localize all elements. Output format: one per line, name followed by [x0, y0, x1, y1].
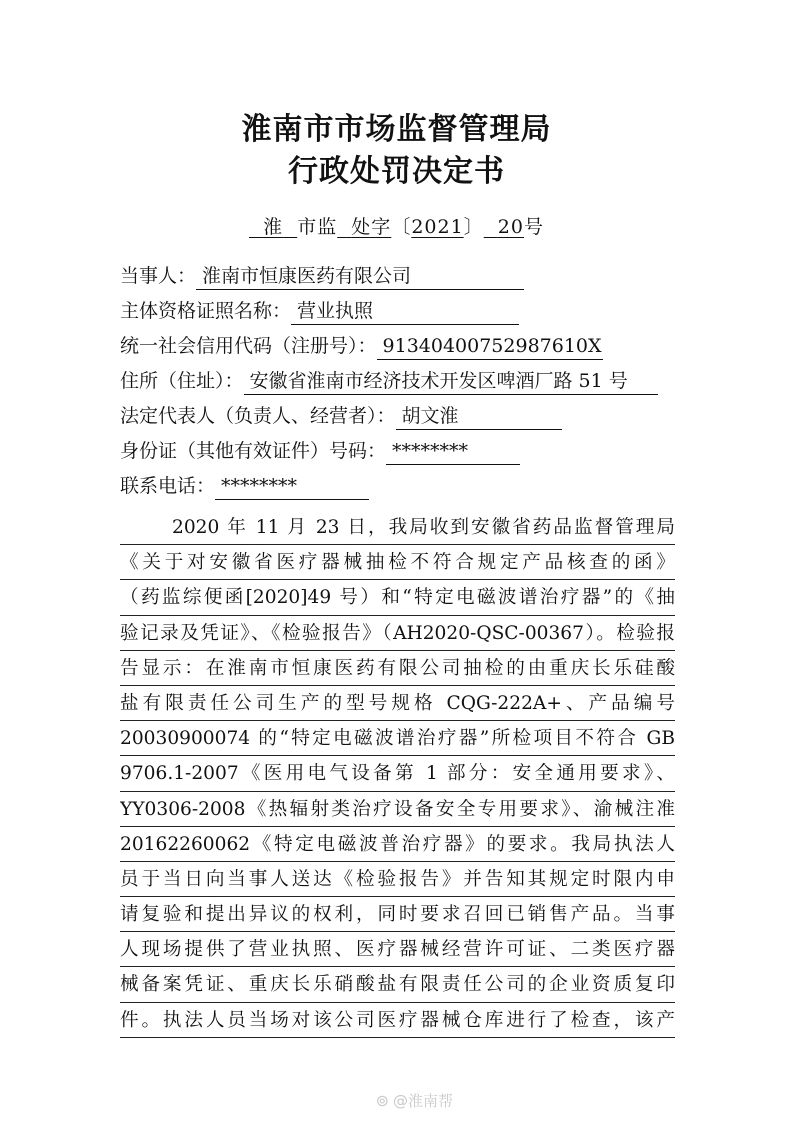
- field-value: 营业执照: [291, 298, 519, 325]
- field-party: [120, 262, 524, 290]
- case-description-paragraph: [120, 510, 675, 1038]
- doc-number-kind: 处字: [351, 216, 392, 238]
- paragraph-line: （药监综便函[2020]49 号）和“特定电磁波谱治疗器”的《抽: [120, 580, 675, 615]
- field-value: 淮南市恒康医药有限公司: [196, 263, 524, 290]
- paragraph-line: 人现场提供了营业执照、医疗器械经营许可证、二类医疗器: [120, 932, 675, 967]
- paragraph-line: 请复验和提出异议的权利，同时要求召回已销售产品。当事: [120, 897, 675, 932]
- doc-number-num: 20: [497, 216, 524, 238]
- paragraph-line: 2020 年 11 月 23 日，我局收到安徽省药品监督管理局: [120, 510, 675, 545]
- field-label: 联系电话：: [120, 475, 216, 497]
- field-value: 安徽省淮南市经济技术开发区啤酒厂路 51 号: [244, 368, 658, 395]
- paragraph-line: 件。执法人员当场对该公司医疗器械仓库进行了检查，该产: [120, 1003, 675, 1038]
- field-license-name: [120, 297, 519, 325]
- document-type-title: 行政处罚决定书: [288, 154, 505, 189]
- paragraph-line: 20030900074 的“特定电磁波谱治疗器”所检项目不符合 GB: [120, 721, 675, 756]
- doc-number-year: 2021: [411, 216, 464, 238]
- field-phone: [120, 472, 369, 500]
- paragraph-line: 9706.1-2007《医用电气设备第 1 部分：安全通用要求》、: [120, 756, 675, 791]
- weibo-watermark: [376, 1090, 453, 1111]
- field-value: 胡文淮: [396, 403, 562, 430]
- paragraph-line: 20162260062《特定电磁波普治疗器》的要求。我局执法人: [120, 827, 675, 862]
- doc-number-lbr: 〔: [391, 216, 412, 238]
- paragraph-line: 验记录及凭证》、《检验报告》（AH2020-QSC-00367）。检验报: [120, 616, 675, 651]
- field-label: 统一社会信用代码（注册号）：: [120, 335, 377, 357]
- doc-number-suffix: 号: [523, 216, 544, 238]
- field-label: 主体资格证照名称：: [120, 300, 292, 322]
- paragraph-line: 盐有限责任公司生产的型号规格 CQG-222A+、产品编号: [120, 686, 675, 721]
- field-label: 住所（住址）：: [120, 370, 244, 392]
- field-label: 当事人：: [120, 265, 197, 287]
- paragraph-line: 员于当日向当事人送达《检验报告》并告知其规定时限内申: [120, 862, 675, 897]
- field-label: 身份证（其他有效证件）号码：: [120, 440, 387, 462]
- field-value: ********: [386, 438, 520, 465]
- weibo-icon: ⊚: [375, 1091, 389, 1110]
- field-value: ********: [215, 473, 369, 500]
- paragraph-line: 械备案凭证、重庆长乐硝酸盐有限责任公司的企业资质复印: [120, 967, 675, 1002]
- paragraph-line: YY0306-2008《热辐射类治疗设备安全专用要求》、渝械注准: [120, 792, 675, 827]
- watermark-text: @淮南帮: [392, 1092, 453, 1110]
- paragraph-line: 《关于对安徽省医疗器械抽检不符合规定产品核查的函》: [120, 545, 675, 580]
- doc-number-city: 淮: [263, 216, 284, 238]
- document-number: [0, 212, 793, 239]
- paragraph-line: 告显示：在淮南市恒康医药有限公司抽检的由重庆长乐硅酸: [120, 651, 675, 686]
- field-address: [120, 367, 658, 395]
- field-label: 法定代表人（负责人、经营者）：: [120, 405, 396, 427]
- field-value: 91340400752987610X: [377, 333, 603, 360]
- doc-number-mid: 市监: [297, 216, 338, 238]
- field-credit-code: [120, 332, 603, 360]
- issuing-authority-title: 淮南市市场监督管理局: [241, 112, 552, 147]
- doc-number-rbr: 〕: [463, 216, 484, 238]
- field-legal-representative: [120, 402, 562, 430]
- field-id-number: [120, 437, 520, 465]
